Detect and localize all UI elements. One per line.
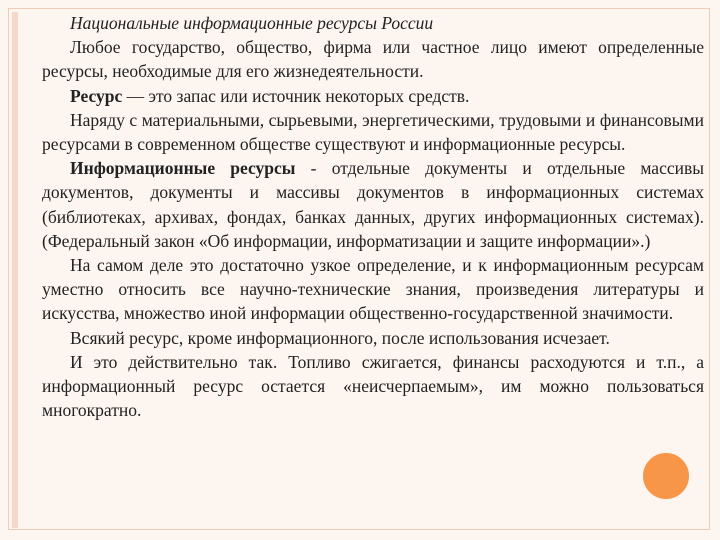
paragraph-4-text: - отдельные документы и отдельные массивы документов, документы и массивы документов в информационных системах (библиотеках, архивах, фондах, банках данных, других информационных системах). (Федеральный закон «Об информации, информатизации и защите информации».): [42, 158, 704, 251]
slide-title: Национальные информационные ресурсы России: [70, 13, 434, 33]
paragraph-3: Наряду с материальными, сырьевыми, энергетическими, трудовыми и финансовыми ресурсами в современном обществе существуют и информационные ресурсы.: [42, 109, 704, 155]
orange-circle-decoration: [640, 450, 692, 502]
paragraph-5: На самом деле это достаточно узкое определение, и к информационным ресурсам уместно относить все научно-технические знания, произведения литературы и искусства, множество иной информации общественно-государственной значимости.: [42, 255, 704, 324]
slide-body: [42, 11, 704, 422]
term-resource: Ресурс: [70, 85, 123, 106]
paragraph-1: Любое государство, общество, фирма или частное лицо имеют определенные ресурсы, необходимые для его жизнедеятельности.: [42, 37, 704, 82]
paragraph-2: [42, 84, 704, 108]
paragraph-2-text: — это запас или источник некоторых средств.: [122, 85, 470, 106]
paragraph-6: Всякий ресурс, кроме информационного, после использования исчезает.: [70, 327, 610, 348]
term-information-resources: Информационные ресурсы: [70, 158, 296, 179]
paragraph-7: И это действительно так. Топливо сжигается, финансы расходуются и т.п., а информационный ресурс остается «неисчерпаемым», им можно пользоваться многократно.: [42, 351, 704, 421]
paragraph-4: [42, 156, 704, 253]
